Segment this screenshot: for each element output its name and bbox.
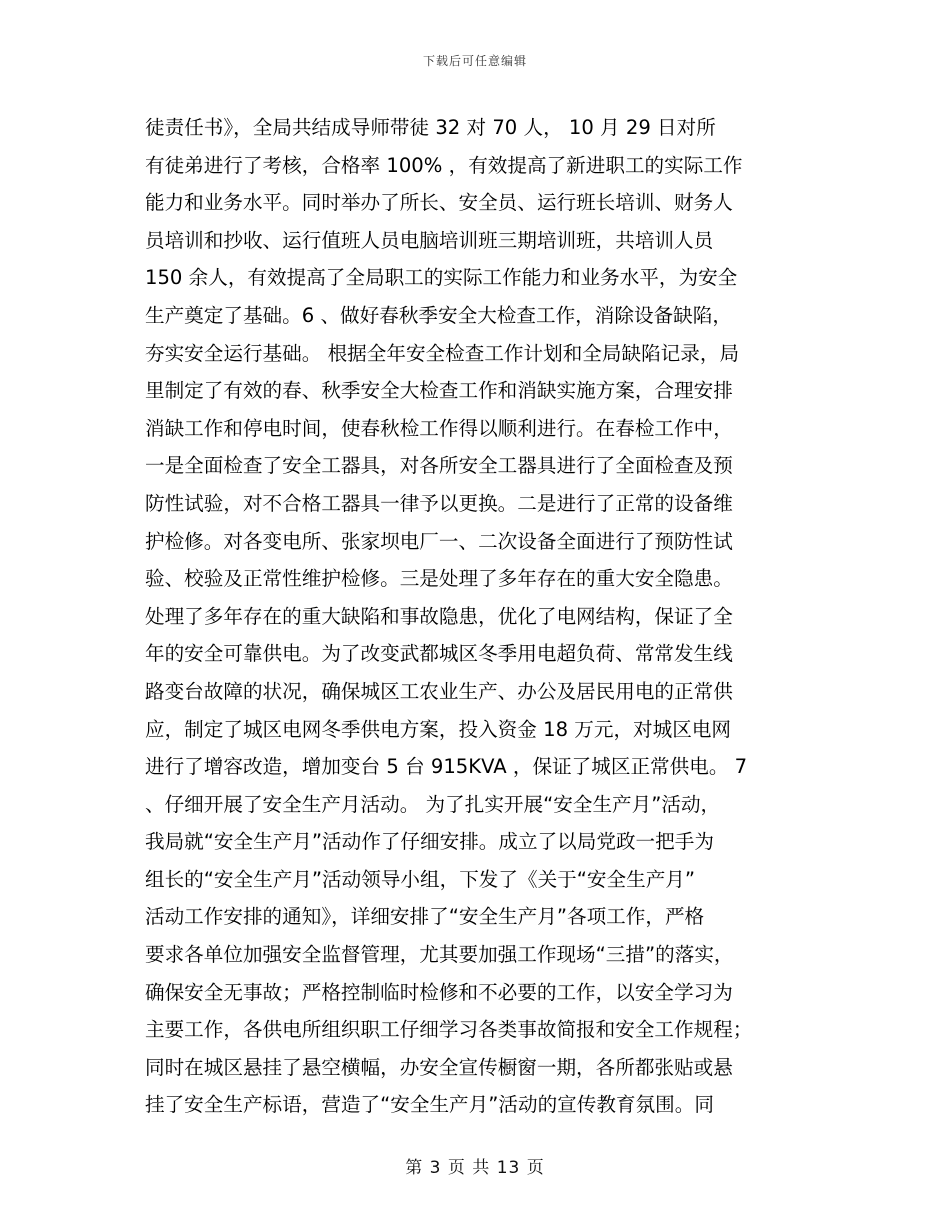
text-line: 确保安全无事故；严格控制临时检修和不必要的工作，以安全学习为 <box>145 980 733 1004</box>
header-note: 下载后可任意编辑 <box>422 54 527 68</box>
text-line: 要求各单位加强安全监督管理，尤其要加强工作现场“三措”的落实， <box>145 943 734 967</box>
text-line: 一是全面检查了安全工器具，对各所安全工器具进行了全面检查及预 <box>145 454 733 478</box>
text-line: 组长的“安全生产月”活动领导小组，下发了《关于“安全生产月” <box>145 867 696 891</box>
text-line: 进行了增容改造，增加变台 5 台 915KVA ，保证了城区正常供电。 7 <box>145 755 748 779</box>
text-line: 徒责任书》，全局共结成导师带徒 32 对 70 人， 10 月 29 日对所 <box>145 116 716 139</box>
text-line: 生产奠定了基础。6 、做好春秋季安全大检查工作，消除设备缺陷， <box>145 303 732 327</box>
text-line: 我局就“安全生产月”活动作了仔细安排。成立了以局党政一把手为 <box>145 830 714 854</box>
text-line: 夯实安全运行基础。 根据全年安全检查工作计划和全局缺陷记录，局 <box>145 341 740 365</box>
text-line: 挂了安全生产标语，营造了“安全生产月”活动的宣传教育氛围。同 <box>145 1093 714 1117</box>
text-line: 有徒弟进行了考核，合格率 100% ，有效提高了新进职工的实际工作 <box>145 153 743 177</box>
text-line: 主要工作，各供电所组织职工仔细学习各类事故简报和安全工作规程； <box>145 1018 753 1042</box>
text-line: 处理了多年存在的重大缺陷和事故隐患，优化了电网结构，保证了全 <box>145 604 733 628</box>
text-line: 活动工作安排的通知》，详细安排了“安全生产月”各项工作，严格 <box>145 905 705 929</box>
text-line: 能力和业务水平。同时举办了所长、安全员、运行班长培训、财务人 <box>145 191 733 215</box>
text-line: 护检修。对各变电所、张家坝电厂一、二次设备全面进行了预防性试 <box>145 529 733 553</box>
text-line: 员培训和抄收、运行值班人员电脑培训班三期培训班，共培训人员 <box>145 228 714 252</box>
body-text <box>145 109 815 1124</box>
text-line: 、仔细开展了安全生产月活动。 为了扎实开展“安全生产月”活动， <box>145 792 721 816</box>
text-line: 消缺工作和停电时间，使春秋检工作得以顺利进行。在春检工作中， <box>145 416 733 440</box>
text-line: 年的安全可靠供电。为了改变武都城区冬季用电超负荷、常常发生线 <box>145 642 733 666</box>
text-line: 路变台故障的状况，确保城区工农业生产、办公及居民用电的正常供 <box>145 679 733 703</box>
text-line: 应，制定了城区电网冬季供电方案，投入资金 18 万元，对城区电网 <box>145 717 732 741</box>
text-line: 150 余人，有效提高了全局职工的实际工作能力和业务水平，为安全 <box>145 266 738 290</box>
text-line: 验、校验及正常性维护检修。三是处理了多年存在的重大安全隐患。 <box>145 567 733 591</box>
text-line: 里制定了有效的春、秋季安全大检查工作和消缺实施方案，合理安排 <box>145 379 733 403</box>
text-line: 防性试验，对不合格工器具一律予以更换。二是进行了正常的设备维 <box>145 491 733 515</box>
page-number-footer: 第 3 页 共 13 页 <box>405 1158 545 1178</box>
text-line: 同时在城区悬挂了悬空横幅，办安全宣传橱窗一期，各所都张贴或悬 <box>145 1055 733 1079</box>
